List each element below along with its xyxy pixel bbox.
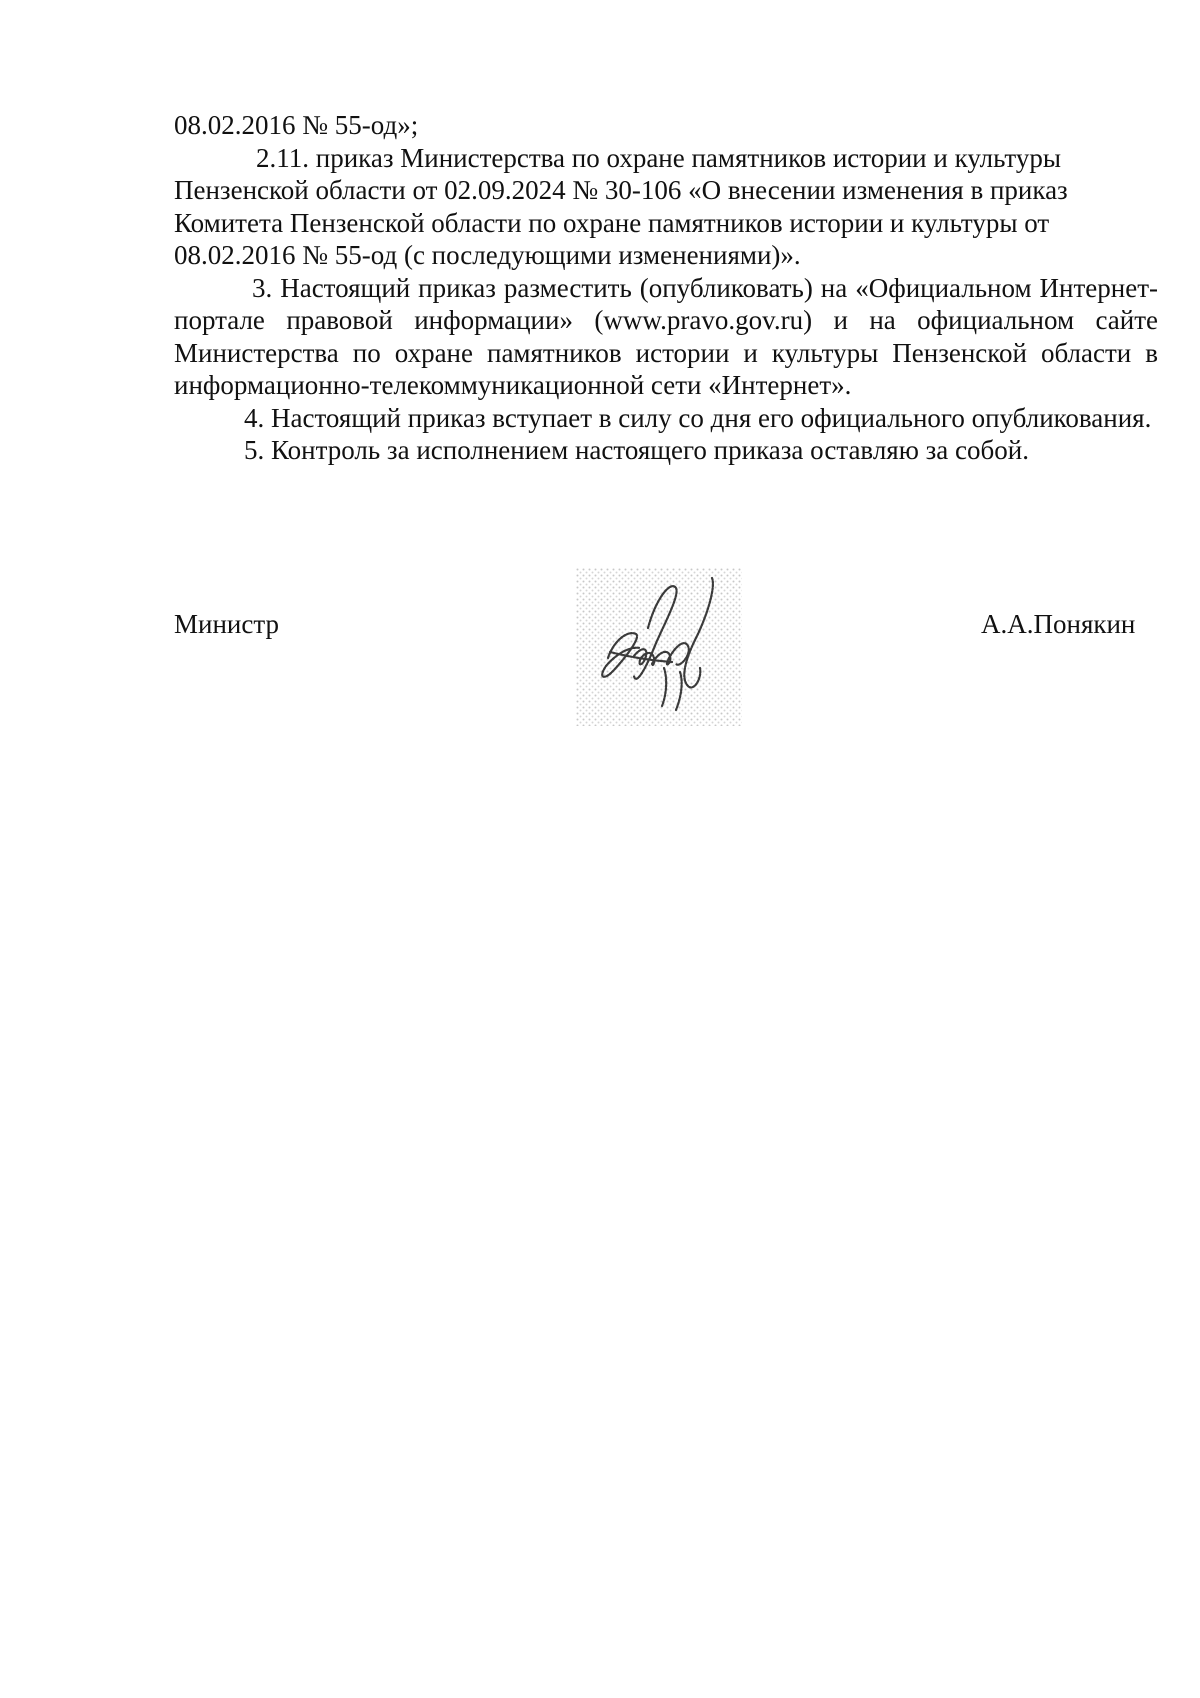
paragraph-item-3: 3. Настоящий приказ разместить (опубликовать) на «Официальном Интернет-портале правовой информации» (www.pravo.gov.ru) и на официальном сайте Министерства по охране памятников истории и культуры Пензенской области в информационно-телекоммуникационной сети «Интернет». bbox=[174, 272, 1158, 400]
handwritten-signature-image bbox=[576, 568, 742, 726]
signer-position: Министр bbox=[174, 609, 279, 639]
document-body bbox=[174, 109, 1158, 467]
paragraph-item-2-11: 2.11. приказ Министерства по охране памятников истории и культуры Пензенской области от 02.09.2024 № 30-106 «О внесении изменения в приказ Комитета Пензенской области по охране памятников истории и культуры от 08.02.2016 № 55-од (с последующими изменениями)». bbox=[174, 142, 1068, 270]
signer-name: А.А.Понякин bbox=[981, 609, 1136, 639]
paragraph-item-5: 5. Контроль за исполнением настоящего приказа оставляю за собой. bbox=[244, 435, 1029, 465]
paragraph-continuation: 08.02.2016 № 55-од»; bbox=[174, 110, 419, 140]
paragraph-item-4: 4. Настоящий приказ вступает в силу со дня его официального опубликования. bbox=[244, 402, 1152, 433]
